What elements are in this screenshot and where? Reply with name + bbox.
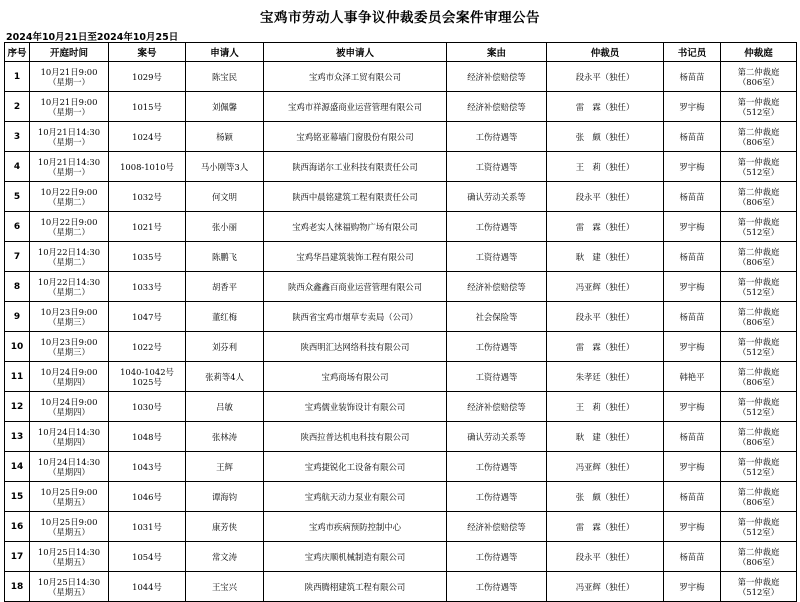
respondent: 宝鸡儒业装饰设计有限公司 xyxy=(264,392,447,422)
hearing-time-time: 10月23日9:00 xyxy=(40,336,98,347)
hearing-time-day: （星期四） xyxy=(48,376,90,387)
hearing-time xyxy=(30,542,109,572)
row-index: 11 xyxy=(5,362,30,392)
hearing-time-day: （星期一） xyxy=(48,166,90,177)
hearing-time-time: 10月21日14:30 xyxy=(37,156,101,167)
hearing-time xyxy=(30,392,109,422)
clerk: 杨苗苗 xyxy=(664,422,721,452)
tribunal xyxy=(721,152,797,182)
tribunal-room: （806室） xyxy=(737,196,780,207)
header-case-number: 案号 xyxy=(109,43,186,62)
tribunal xyxy=(721,572,797,602)
row-index: 7 xyxy=(5,242,30,272)
tribunal-room: （512室） xyxy=(737,286,780,297)
header-index: 序号 xyxy=(5,43,30,62)
tribunal-room: （806室） xyxy=(737,316,780,327)
table-row xyxy=(5,482,797,512)
clerk: 罗宇梅 xyxy=(664,512,721,542)
case-cause: 工资待遇等 xyxy=(447,152,547,182)
table-row xyxy=(5,302,797,332)
hearing-time xyxy=(30,482,109,512)
arbitrator: 段永平（独任） xyxy=(547,62,664,92)
table-row xyxy=(5,422,797,452)
case-cause: 工资待遇等 xyxy=(447,362,547,392)
hearing-time xyxy=(30,272,109,302)
clerk: 罗宇梅 xyxy=(664,92,721,122)
applicant: 马小刚等3人 xyxy=(186,152,264,182)
tribunal-room: （806室） xyxy=(737,436,780,447)
arbitrator: 张 颇（独任） xyxy=(547,482,664,512)
hearing-time xyxy=(30,332,109,362)
respondent: 陕西海诺尔工业科技有限责任公司 xyxy=(264,152,447,182)
case-cause: 工伤待遇等 xyxy=(447,212,547,242)
tribunal-room: （512室） xyxy=(737,526,780,537)
hearing-time xyxy=(30,92,109,122)
respondent: 宝鸡商场有限公司 xyxy=(264,362,447,392)
hearing-time-day: （星期五） xyxy=(48,586,90,597)
header-hearing-time: 开庭时间 xyxy=(30,43,109,62)
hearing-time-day: （星期三） xyxy=(48,346,90,357)
case-number: 1054号 xyxy=(109,542,186,572)
case-table xyxy=(4,42,797,602)
row-index: 18 xyxy=(5,572,30,602)
tribunal xyxy=(721,392,797,422)
tribunal-court: 第一仲裁庭 xyxy=(737,156,780,167)
hearing-time xyxy=(30,152,109,182)
table-row xyxy=(5,212,797,242)
tribunal-court: 第一仲裁庭 xyxy=(737,576,780,587)
applicant: 张莉等4人 xyxy=(186,362,264,392)
header-applicant: 申请人 xyxy=(186,43,264,62)
tribunal xyxy=(721,242,797,272)
table-row xyxy=(5,572,797,602)
hearing-time xyxy=(30,122,109,152)
table-row xyxy=(5,242,797,272)
row-index: 4 xyxy=(5,152,30,182)
applicant: 刘佩馨 xyxy=(186,92,264,122)
clerk: 罗宇梅 xyxy=(664,272,721,302)
table-row xyxy=(5,62,797,92)
clerk: 杨苗苗 xyxy=(664,302,721,332)
case-number: 1048号 xyxy=(109,422,186,452)
case-number-case2: 1025号 xyxy=(132,376,162,387)
hearing-time xyxy=(30,302,109,332)
tribunal-room: （806室） xyxy=(737,256,780,267)
arbitrator: 段永平（独任） xyxy=(547,302,664,332)
case-number: 1033号 xyxy=(109,272,186,302)
case-cause: 工伤待遇等 xyxy=(447,332,547,362)
table-row xyxy=(5,152,797,182)
hearing-time-day: （星期二） xyxy=(48,286,90,297)
tribunal-room: （512室） xyxy=(737,106,780,117)
hearing-time xyxy=(30,452,109,482)
tribunal-court: 第一仲裁庭 xyxy=(737,216,780,227)
hearing-time-day: （星期一） xyxy=(48,106,90,117)
case-cause: 工资待遇等 xyxy=(447,242,547,272)
respondent: 陕西中晨铭建筑工程有限责任公司 xyxy=(264,182,447,212)
case-number: 1024号 xyxy=(109,122,186,152)
table-row xyxy=(5,92,797,122)
tribunal-court: 第二仲裁庭 xyxy=(737,486,780,497)
clerk: 杨苗苗 xyxy=(664,62,721,92)
tribunal xyxy=(721,332,797,362)
tribunal-court: 第一仲裁庭 xyxy=(737,456,780,467)
hearing-time-time: 10月25日14:30 xyxy=(37,576,101,587)
respondent: 宝鸡铭亚幕墙门窗股份有限公司 xyxy=(264,122,447,152)
arbitrator: 冯亚辉（独任） xyxy=(547,272,664,302)
tribunal-room: （512室） xyxy=(737,346,780,357)
respondent: 宝鸡老实人徕福购物广场有限公司 xyxy=(264,212,447,242)
hearing-time-time: 10月24日14:30 xyxy=(37,426,101,437)
case-cause: 确认劳动关系等 xyxy=(447,182,547,212)
respondent: 陕西腾栩建筑工程有限公司 xyxy=(264,572,447,602)
arbitrator: 耿 建（独任） xyxy=(547,242,664,272)
case-cause: 经济补偿赔偿等 xyxy=(447,392,547,422)
hearing-time-day: （星期一） xyxy=(48,136,90,147)
tribunal xyxy=(721,92,797,122)
table-row xyxy=(5,392,797,422)
tribunal xyxy=(721,272,797,302)
tribunal xyxy=(721,452,797,482)
hearing-time-day: （星期五） xyxy=(48,496,90,507)
tribunal-court: 第一仲裁庭 xyxy=(737,96,780,107)
hearing-time xyxy=(30,212,109,242)
arbitrator: 张 颇（独任） xyxy=(547,122,664,152)
applicant: 董红梅 xyxy=(186,302,264,332)
arbitrator: 朱孝廷（独任） xyxy=(547,362,664,392)
tribunal-court: 第二仲裁庭 xyxy=(737,366,780,377)
tribunal-room: （512室） xyxy=(737,466,780,477)
hearing-time-time: 10月22日14:30 xyxy=(37,276,101,287)
tribunal-court: 第二仲裁庭 xyxy=(737,546,780,557)
hearing-time-time: 10月22日9:00 xyxy=(40,186,98,197)
tribunal xyxy=(721,362,797,392)
row-index: 8 xyxy=(5,272,30,302)
tribunal-court: 第一仲裁庭 xyxy=(737,396,780,407)
case-number: 1008-1010号 xyxy=(109,152,186,182)
respondent: 宝鸡市祥源盛商业运营管理有限公司 xyxy=(264,92,447,122)
table-row xyxy=(5,332,797,362)
hearing-time-time: 10月22日14:30 xyxy=(37,246,101,257)
applicant: 陈宝民 xyxy=(186,62,264,92)
hearing-time xyxy=(30,422,109,452)
hearing-time-day: （星期五） xyxy=(48,556,90,567)
row-index: 1 xyxy=(5,62,30,92)
case-number: 1044号 xyxy=(109,572,186,602)
hearing-time xyxy=(30,512,109,542)
case-cause: 工伤待遇等 xyxy=(447,452,547,482)
tribunal-room: （512室） xyxy=(737,166,780,177)
date-range: 2024年10月21日至2024年10月25日 xyxy=(6,32,179,43)
hearing-time-day: （星期四） xyxy=(48,436,90,447)
applicant: 张林涛 xyxy=(186,422,264,452)
applicant: 何文明 xyxy=(186,182,264,212)
arbitrator: 冯亚辉（独任） xyxy=(547,452,664,482)
tribunal-room: （806室） xyxy=(737,76,780,87)
arbitrator: 冯亚辉（独任） xyxy=(547,572,664,602)
case-number: 1029号 xyxy=(109,62,186,92)
table-row xyxy=(5,272,797,302)
applicant: 刘芬利 xyxy=(186,332,264,362)
page-title: 宝鸡市劳动人事争议仲裁委员会案件审理公告 xyxy=(260,10,540,26)
applicant: 谭海钧 xyxy=(186,482,264,512)
tribunal xyxy=(721,302,797,332)
hearing-time-time: 10月23日9:00 xyxy=(40,306,98,317)
tribunal-room: （512室） xyxy=(737,226,780,237)
case-number: 1030号 xyxy=(109,392,186,422)
case-cause: 经济补偿赔偿等 xyxy=(447,512,547,542)
hearing-time-time: 10月24日14:30 xyxy=(37,456,101,467)
case-number-case: 1040-1042号 xyxy=(120,366,174,377)
clerk: 罗宇梅 xyxy=(664,152,721,182)
case-cause: 社会保险等 xyxy=(447,302,547,332)
hearing-time xyxy=(30,62,109,92)
row-index: 10 xyxy=(5,332,30,362)
case-cause: 经济补偿赔偿等 xyxy=(447,92,547,122)
row-index: 6 xyxy=(5,212,30,242)
arbitrator: 雷 霖（独任） xyxy=(547,212,664,242)
row-index: 2 xyxy=(5,92,30,122)
case-cause: 工伤待遇等 xyxy=(447,482,547,512)
table-row xyxy=(5,452,797,482)
header-respondent: 被申请人 xyxy=(264,43,447,62)
tribunal-court: 第二仲裁庭 xyxy=(737,426,780,437)
row-index: 13 xyxy=(5,422,30,452)
row-index: 3 xyxy=(5,122,30,152)
table-header-row xyxy=(5,43,797,62)
row-index: 16 xyxy=(5,512,30,542)
arbitrator: 耿 建（独任） xyxy=(547,422,664,452)
case-number: 1043号 xyxy=(109,452,186,482)
header-cause: 案由 xyxy=(447,43,547,62)
arbitrator: 王 莉（独任） xyxy=(547,152,664,182)
applicant: 王宝兴 xyxy=(186,572,264,602)
table-row xyxy=(5,182,797,212)
applicant: 张小丽 xyxy=(186,212,264,242)
arbitrator: 段永平（独任） xyxy=(547,182,664,212)
table-row xyxy=(5,542,797,572)
row-index: 14 xyxy=(5,452,30,482)
case-cause: 经济补偿赔偿等 xyxy=(447,272,547,302)
hearing-time-day: （星期四） xyxy=(48,406,90,417)
case-cause: 工伤待遇等 xyxy=(447,572,547,602)
clerk: 杨苗苗 xyxy=(664,122,721,152)
clerk: 罗宇梅 xyxy=(664,452,721,482)
case-number xyxy=(109,362,186,392)
hearing-time-time: 10月21日9:00 xyxy=(40,96,98,107)
hearing-time-time: 10月22日9:00 xyxy=(40,216,98,227)
case-number: 1022号 xyxy=(109,332,186,362)
row-index: 5 xyxy=(5,182,30,212)
table-row xyxy=(5,512,797,542)
row-index: 9 xyxy=(5,302,30,332)
clerk: 杨苗苗 xyxy=(664,182,721,212)
tribunal xyxy=(721,482,797,512)
case-cause: 工伤待遇等 xyxy=(447,122,547,152)
applicant: 陈鹏飞 xyxy=(186,242,264,272)
respondent: 陕西众鑫鑫百商业运营管理有限公司 xyxy=(264,272,447,302)
hearing-time xyxy=(30,362,109,392)
table-row xyxy=(5,362,797,392)
tribunal xyxy=(721,542,797,572)
arbitrator: 雷 霖（独任） xyxy=(547,92,664,122)
case-number: 1015号 xyxy=(109,92,186,122)
hearing-time xyxy=(30,572,109,602)
arbitrator: 段永平（独任） xyxy=(547,542,664,572)
clerk: 罗宇梅 xyxy=(664,392,721,422)
table-row xyxy=(5,122,797,152)
respondent: 陕西拉普达机电科技有限公司 xyxy=(264,422,447,452)
applicant: 王辉 xyxy=(186,452,264,482)
applicant: 杨颖 xyxy=(186,122,264,152)
applicant: 康芳侠 xyxy=(186,512,264,542)
applicant: 胡香平 xyxy=(186,272,264,302)
hearing-time-time: 10月25日9:00 xyxy=(40,516,98,527)
respondent: 宝鸡市疾病预防控制中心 xyxy=(264,512,447,542)
tribunal-room: （806室） xyxy=(737,376,780,387)
hearing-time xyxy=(30,182,109,212)
tribunal xyxy=(721,422,797,452)
hearing-time-day: （星期二） xyxy=(48,196,90,207)
row-index: 17 xyxy=(5,542,30,572)
hearing-time-time: 10月21日14:30 xyxy=(37,126,101,137)
case-number: 1047号 xyxy=(109,302,186,332)
arbitrator: 王 莉（独任） xyxy=(547,392,664,422)
clerk: 罗宇梅 xyxy=(664,212,721,242)
row-index: 12 xyxy=(5,392,30,422)
hearing-time-time: 10月25日14:30 xyxy=(37,546,101,557)
hearing-time-time: 10月24日9:00 xyxy=(40,396,98,407)
tribunal xyxy=(721,62,797,92)
case-number: 1031号 xyxy=(109,512,186,542)
case-number: 1032号 xyxy=(109,182,186,212)
tribunal-court: 第一仲裁庭 xyxy=(737,336,780,347)
case-cause: 工伤待遇等 xyxy=(447,542,547,572)
clerk: 杨苗苗 xyxy=(664,482,721,512)
arbitrator: 雷 霖（独任） xyxy=(547,512,664,542)
applicant: 常文涛 xyxy=(186,542,264,572)
clerk: 罗宇梅 xyxy=(664,332,721,362)
clerk: 杨苗苗 xyxy=(664,542,721,572)
table-body xyxy=(5,62,797,602)
row-index: 15 xyxy=(5,482,30,512)
tribunal-court: 第二仲裁庭 xyxy=(737,306,780,317)
hearing-time-day: （星期二） xyxy=(48,256,90,267)
tribunal-court: 第一仲裁庭 xyxy=(737,276,780,287)
hearing-time-day: （星期三） xyxy=(48,316,90,327)
tribunal xyxy=(721,182,797,212)
tribunal xyxy=(721,212,797,242)
tribunal-court: 第二仲裁庭 xyxy=(737,246,780,257)
tribunal-room: （512室） xyxy=(737,586,780,597)
tribunal-room: （806室） xyxy=(737,496,780,507)
tribunal-room: （806室） xyxy=(737,556,780,567)
hearing-time-time: 10月21日9:00 xyxy=(40,66,98,77)
header-arbitrator: 仲裁员 xyxy=(547,43,664,62)
hearing-time-day: （星期四） xyxy=(48,466,90,477)
clerk: 罗宇梅 xyxy=(664,572,721,602)
respondent: 宝鸡航天动力泵业有限公司 xyxy=(264,482,447,512)
hearing-time-day: （星期一） xyxy=(48,76,90,87)
header-tribunal: 仲裁庭 xyxy=(721,43,797,62)
respondent: 陕西省宝鸡市烟草专卖局（公司） xyxy=(264,302,447,332)
applicant: 吕敏 xyxy=(186,392,264,422)
case-number: 1035号 xyxy=(109,242,186,272)
hearing-time-time: 10月24日9:00 xyxy=(40,366,98,377)
arbitrator: 雷 霖（独任） xyxy=(547,332,664,362)
tribunal-court: 第二仲裁庭 xyxy=(737,126,780,137)
tribunal xyxy=(721,512,797,542)
header-clerk: 书记员 xyxy=(664,43,721,62)
tribunal xyxy=(721,122,797,152)
tribunal-court: 第二仲裁庭 xyxy=(737,186,780,197)
hearing-time-time: 10月25日9:00 xyxy=(40,486,98,497)
respondent: 陕西明汇达网络科技有限公司 xyxy=(264,332,447,362)
respondent: 宝鸡捷锐化工设备有限公司 xyxy=(264,452,447,482)
hearing-time xyxy=(30,242,109,272)
case-cause: 确认劳动关系等 xyxy=(447,422,547,452)
clerk: 韩艳平 xyxy=(664,362,721,392)
clerk: 杨苗苗 xyxy=(664,242,721,272)
tribunal-court: 第一仲裁庭 xyxy=(737,516,780,527)
hearing-time-day: （星期二） xyxy=(48,226,90,237)
case-number: 1046号 xyxy=(109,482,186,512)
hearing-time-day: （星期五） xyxy=(48,526,90,537)
tribunal-room: （806室） xyxy=(737,136,780,147)
case-number: 1021号 xyxy=(109,212,186,242)
respondent: 宝鸡华昌建筑装饰工程有限公司 xyxy=(264,242,447,272)
respondent: 宝鸡市众泽工贸有限公司 xyxy=(264,62,447,92)
case-cause: 经济补偿赔偿等 xyxy=(447,62,547,92)
respondent: 宝鸡庆顺机械制造有限公司 xyxy=(264,542,447,572)
tribunal-room: （512室） xyxy=(737,406,780,417)
tribunal-court: 第二仲裁庭 xyxy=(737,66,780,77)
